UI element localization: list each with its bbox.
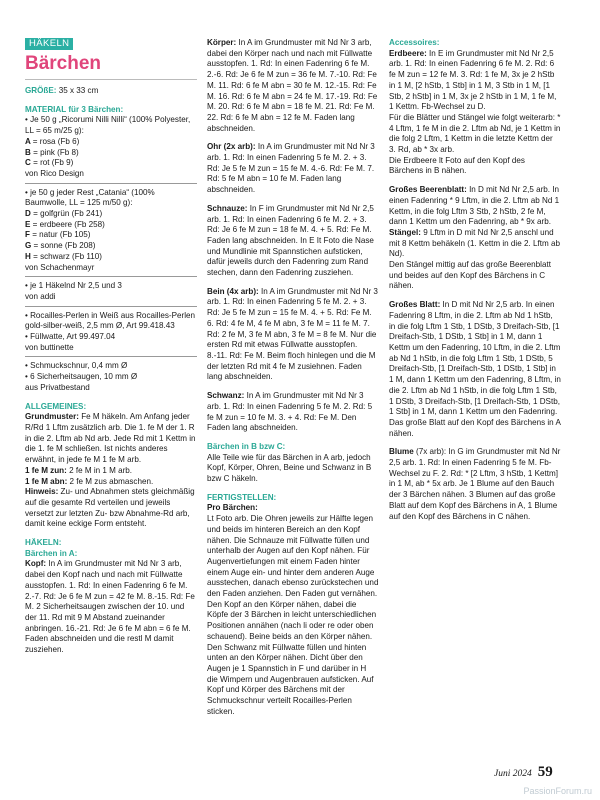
ear-instructions: In A im Grundmuster mit Nd Nr 3 arb. 1. Rd: In einen Fadenring 5 fe M. 2. + 3. Rd: Je 5 fe M zun = 15 fe M. 4.-6. Rd: Fe M. 7. Rd: 5 fe M abn = 10 fe M. Faden lang abschneiden.	[207, 142, 375, 195]
divider	[25, 356, 197, 357]
finish-subheading: Pro Bärchen:	[207, 503, 258, 513]
largeleaf-instructions: In D mit Nd Nr 2,5 arb. In einen Fadenring 8 Lftm, in die 2. Lftm ab Nd 1 hStb, in die folg Lftm 1 Stb, 1 DStb, 3 Dreifach-Stb, [1 Dreifach-Stb, 1 DStb, 1 Stb] in 1 M, dann 1 Kettm um den Fadenring, 10 Lftm, in die 2. Lftm ab Nd 1 hStb, in die folg Lftm 1 Stb, 1 DStb, 5 Dreifach-Stb, [1 Dreifach-Stb, 1 DStb, 1 Stb] in 1 M, dann 1 Kettm um den Fadenring, 8 Lftm, in die 2. Lftm ab Nd 1 hStb, in die folg Lftm 1 Stb, 1 DStb, 3 Dreifach-Stb, [1 Dreifach-Stb, 1 DStb, 1 Stb] in 1 M, dann 1 Kettm um den Fadenring. Das große Blatt auf den Kopf des Bärchens in A nähen.	[389, 300, 561, 438]
material-heading: MATERIAL für 3 Bärchen:	[25, 104, 124, 114]
material-e: = erdbeere (Fb 258)	[32, 219, 105, 229]
material-brand2: von Schachenmayr	[25, 262, 95, 272]
bc-heading: Bärchen in B bzw C:	[207, 441, 286, 451]
crochet-subheading: Bärchen in A:	[25, 548, 78, 558]
page-title: Bärchen	[25, 53, 197, 80]
leaves-instructions: Für die Blätter und Stängel wie folgt weiterarb: * 4 Lftm, 1 fe M in die 2. Lftm ab Nd, je 1 Kettm in die folg 2 Lftm, 1 Kettm in die letzte Kettm der 3. Rd, ab * 3x arb.	[389, 112, 561, 155]
watermark: PassionForum.ru	[523, 786, 592, 796]
crochet-heading: HÄKELN:	[25, 538, 62, 548]
strawberry-placement: Die Erdbeere lt Foto auf den Kopf des Bärchens in B nähen.	[389, 155, 525, 176]
material-h: = schwarz (Fb 110)	[33, 251, 102, 261]
size-label: GRÖßE:	[25, 86, 57, 95]
material-brand4: von buttinette	[25, 342, 74, 352]
bigleaf-instructions: In D mit Nd Nr 2,5 arb. In einen Fadenring * 9 Lftm, in die 2. Lftm ab Nd 1 Kettm, in die folg Lftm 3 Stb, 2 hStb, 2 fe M, dann 1 Kettm um den Fadenring, ab * 9x arb.	[389, 185, 560, 227]
material-f: = natur (Fb 105)	[32, 230, 91, 240]
general-pattern: Fe M häkeln. Am Anfang jeder R/Rd 1 Lftm zusätzlich arb. Die 1. fe M der 1. R in die 2. Lftm ab Nd arb. Jede Rd mit 1 Kettm in die 1. fe M schließen. Ist nichts anderes erwähnt, in jede fe M 1 fe M arb.	[25, 412, 196, 465]
flower-instructions: In G im Grundmuster mit Nd Nr 2,5 arb. 1. Rd: In einen Fadenring 5 fe M. Fb-Wechsel zu F. 2. Rd: * [2 Lftm, 3 hStb, 1 Kettm] in 1 M, ab * 5x arb. Je 1 Blume auf den Bauch der 3 Bärchen nähen. 3 Blumen auf das große Blatt auf dem Kopf des Bärchens in A, 1 Blume auf den Kopf des Bärchens in C nähen.	[389, 447, 561, 521]
stem-instructions: 9 Lftm in D mit Nd Nr 2,5 anschl und mit 8 Kettm behäkeln (1. Kettm in die 2. Lftm ab Nd).	[389, 227, 560, 259]
issue-date: Juni 2024	[494, 769, 532, 779]
material-fill: • Füllwatte, Art 99.497.04	[25, 332, 116, 342]
head-instructions: In A im Grundmuster mit Nd Nr 3 arb, dabei den Kopf nach und nach mit Füllwatte ausstopfen. 1. Rd: In einen Fadenring 6 fe M. 2.-7. Rd: Je 6 fe M zun = 42 fe M. 8.-15. Rd: Fe M. 2 Sicherheitsaugen zwischen der 10. und der 11. Rd mit 9 M Abstand zueinander anbringen. 16.-21. Rd: Je 6 fe M abn = 6 fe M. Faden abschneiden und die restl M damit zusziehen.	[25, 559, 195, 655]
material-eyes: • 6 Sicherheitsaugen, 10 mm Ø	[25, 372, 138, 382]
snout-instructions: In F im Grundmuster mit Nd Nr 2,5 arb. 1. Rd: In einen Fadenring 6 fe M. 2. + 3. Rd: Je 6 fe M zun = 18 fe M. 4. + 5. Rd: Fe M. Faden lang abschneiden. In E It Foto die Nase und Mundlinie mit Spannstichen aufsticken, dafür jeweils durch den Fadenring zum Rand stechen, dann den Fadenring zusziehen.	[207, 203, 374, 278]
material-brand5: aus Privatbestand	[25, 382, 90, 392]
material-yarn2: • je 50 g jeder Rest „Catania“ (100% Baumwolle, LL = 125 m/50 g):	[25, 187, 155, 208]
divider	[25, 183, 197, 184]
material-brand3: von addi	[25, 291, 56, 301]
material-brand1: von Rico Design	[25, 168, 84, 178]
general-inc: 2 fe M in 1 M arb.	[69, 465, 133, 475]
material-g: = sonne (Fb 208)	[33, 241, 96, 251]
bc-text: Alle Teile wie für das Bärchen in A arb, jedoch Kopf, Körper, Ohren, Beine und Schwanz in B bzw C häkeln.	[207, 452, 372, 484]
material-b: = pink (Fb 8)	[33, 147, 79, 157]
page-footer	[494, 764, 553, 780]
stem-sew: Den Stängel mittig auf das große Beerenblatt und beides auf den Kopf des Bärchens in C nähen.	[389, 260, 551, 291]
material-hook: • je 1 Häkelnd Nr 2,5 und 3	[25, 281, 122, 291]
finish-text: Lt Foto arb. Die Ohren jeweils zur Hälfte legen und beids im hinteren Bereich an den Kopf nähen. Die Schnauze mit Füllwatte füllen und unterhalb der Augen auf den Kopf nähen. Für Augenvertiefungen mit einem Faden hinter einem Auge ein- und hinter dem anderen Auge ausstechen, danach ebenso zurückstechen und den Faden anziehen. Den Faden gut vernähen. Den Kopf an den Körper nähen, dabei die Köpfe der 3 Bärchen in leicht unterschiedlichen Positionen annähen (nach li oder re oder oben schauend). Beine beids an den Körper nähen. Den Schwanz mit Füllwatte füllen und hinten unten an den Körper nähen. Dicht über den Augen je 1 Spannstich in F und darüber in H die Wimpern und Augenbrauen aufsticken. Auf Kopf und Körper des Bärchens mit der Schmuckschnur verteilt Rocailles-Perlen sticken.	[207, 514, 379, 716]
general-dec: 2 fe M zus abmaschen.	[69, 476, 154, 486]
general-heading: ALLGEMEINES:	[25, 401, 87, 411]
column-2: Körper: In A im Grundmuster mit Nd Nr 3 arb, dabei den Körper nach und nach mit Füllwatte ausstopfen. 1. Rd: In einen Fadenring 6 fe M. 2.-6. Rd: Je 6 fe M zun = 36 fe M. 7.-10. Rd: Fe M. 11. Rd: 6 fe M abn = 30 fe M. 12.-15. Rd: Fe M. 16. Rd: 6 fe M abn = 24 fe M. 17.-19. Rd: Fe M. 20. Rd: 6 fe M abn = 18 fe M. 21. Rd: Fe M. 22. Rd: 6 fe M abn = 12 fe M. Faden lang abschneiden. Ohr (2x arb): In A im Grundmuster mit Nd Nr 3 arb. 1. Rd: In einen Fadenring 5 fe M. 2. + 3. Rd: Je 5 fe M zun = 15 fe M. 4.-6. Rd: Fe M. 7. Rd: 5 fe M abn = 10 fe M. Faden lang abschneiden. Schnauze: In F im Grundmuster mit Nd Nr 2,5 arb. 1. Rd: In einen Fadenring 6 fe M. 2. + 3. Rd: Je 6 fe M zun = 18 fe M. 4. + 5. Rd: Fe M. Faden lang abschneiden. In E It Foto die Nase und Mundlinie mit Spannstichen aufsticken, dafür jeweils durch den Fadenring zum Rand stechen, dann den Fadenring zusziehen. Bein (4x arb): In A im Grundmuster mit Nd Nr 3 arb. 1. Rd: In einen Fadenring 5 fe M. 2. + 3. Rd: Je 5 fe M zun = 15 fe M. 4. + 5. Rd: Fe M. 6. Rd: 4 fe M, 4 fe M abn, 3 fe M = 11 fe M. 7. Rd: 2 fe M, 3 fe M abn, 3 fe M = 8 fe M. Nur die ersten Rd mit etwas Füllwatte ausstopfen. 8.-11. Rd: Fe M. Beim floch hinlegen und die M der letzten Rd mit 4 fe M zusiehnen. Faden lang abschneiden. Schwanz: In A im Grundmuster mit Nd Nr 3 arb. 1. Rd: In einen Fadenring 5 fe M. 2. Rd: 5 fe M zun = 10 fe M. 3. + 4. Rd: Fe M. Den Faden lang abschneiden. Bärchen in B bzw C: Alle Teile wie für das Bärchen in A arb, jedoch Kopf, Körper, Ohren, Beine und Schwanz in B bzw C häkeln. FERTIGSTELLEN: Pro Bärchen: Lt Foto arb. Die Ohren jeweils zur Hälfte legen und beids im hinteren Bereich an den Kopf nähen. Die Schnauze mit Füllwatte füllen und unterhalb der Augen auf den Kopf nähen. Für Augenvertiefungen mit einem Faden hinter einem Auge ein- und hinter dem anderen Auge ausstechen, danach ebenso zurückstechen und den Faden anziehen. Den Faden gut vernähen. Den Kopf an den Körper nähen, dabei die Köpfe der 3 Bärchen in leicht unterschiedlichen Positionen annähen (nach li oder re oder oben schauend). Beine beids an den Körper nähen. Den Schwanz mit Füllwatte füllen und hinten unten an den Körper nähen. Dicht über den Augen je 1 Spannstich in F und darüber in H die Wimpern und Augenbrauen aufsticken. Auf Kopf und Körper des Bärchens mit der Schmuckschnur verteilt Rocailles-Perlen sticken.	[207, 38, 379, 716]
material-a: = rosa (Fb 6)	[32, 136, 80, 146]
body-instructions: In A im Grundmuster mit Nd Nr 3 arb, dabei den Körper nach und nach mit Füllwatte ausstopfen. 1. Rd: In einen Fadenring 6 fe M. 2.-6. Rd: Je 6 fe M zun = 36 fe M. 7.-10. Rd: Fe M. 11. Rd: 6 fe M abn = 30 fe M. 12.-15. Rd: Fe M. 16. Rd: 6 fe M abn = 24 fe M. 17.-19. Rd: Fe M. 20. Rd: 6 fe M abn = 18 fe M. 21. Rd: Fe M. 22. Rd: 6 fe M abn = 12 fe M. Faden lang abschneiden.	[207, 38, 378, 133]
material-beads: • Rocailles-Perlen in Weiß aus Rocailles-Perlen gold-silber-weiß, 2,5 mm Ø, Art 99.418.43	[25, 310, 196, 331]
tail-instructions: In A im Grundmuster mit Nd Nr 3 arb. 1. Rd: In einen Fadenring 5 fe M. 2. Rd: 5 fe M zun = 10 fe M. 3. + 4. Rd: Fe M. Den Faden lang abschneiden.	[207, 391, 373, 433]
leg-instructions: In A im Grundmuster mit Nd Nr 3 arb. 1. Rd: In einen Fadenring 5 fe M. 2. + 3. Rd: Je 5 fe M zun = 15 fe M. 4. + 5. Rd: Fe M. 6. Rd: 4 fe M, 4 fe M abn, 3 fe M = 11 fe M. 7. Rd: 2 fe M, 3 fe M abn, 3 fe M = 8 fe M. Nur die ersten Rd mit etwas Füllwatte ausstopfen. 8.-11. Rd: Fe M. Beim floch hinlegen und die M der letzten Rd mit 4 fe M zusiehnen. Faden lang abschneiden.	[207, 286, 378, 382]
general-note: Zu- und Abnahmen stets gleichmäßig auf die gesamte Rd verteilen und jeweils versetzt zur letzten Zu- bzw Abnahme-Rd arb, damit keine eckige Form entsteht.	[25, 487, 195, 529]
divider	[25, 276, 197, 277]
size-value: 35 x 33 cm	[56, 86, 99, 95]
divider	[25, 306, 197, 307]
material-yarn1: • Je 50 g „Ricorumi Nilli Nilli“ (100% Polyester, LL = 65 m/25 g):	[25, 115, 191, 136]
finish-heading: FERTIGSTELLEN:	[207, 492, 277, 502]
column-3: Accessoires: Erdbeere: In E im Grundmuster mit Nd Nr 2,5 arb. 1. Rd: In einen Fadenring 6 fe M. 2. Rd: 6 fe M zun = 12 fe M. 3. Rd: 1 fe M, 3x je 2 hStb in 1 M, [2 hStb, 1 Stb] in 1 M, 3 Stb in 1 M, [1 Stb, 2 hStb] in 1 M, 3x je 2 hStb in 1 M, 1 fe M, 1 Kettm. Fb-Wechsel zu D. Für die Blätter und Stängel wie folgt weiterarb: * 4 Lftm, 1 fe M in die 2. Lftm ab Nd, je 1 Kettm in die folg 2 Lftm, 1 Kettm in die letzte Kettm der 3. Rd, ab * 3x arb. Die Erdbeere lt Foto auf den Kopf des Bärchens in B nähen. Großes Beerenblatt: In D mit Nd Nr 2,5 arb. In einen Fadenring * 9 Lftm, in die 2. Lftm ab Nd 1 Kettm, in die folg Lftm 3 Stb, 2 hStb, 2 fe M, dann 1 Kettm um den Fadenring, ab * 9x arb. Stängel: 9 Lftm in D mit Nd Nr 2,5 anschl und mit 8 Kettm behäkeln (1. Kettm in die 2. Lftm ab Nd). Den Stängel mittig auf das große Beerenblatt und beides auf den Kopf des Bärchens in C nähen. Großes Blatt: In D mit Nd Nr 2,5 arb. In einen Fadenring 8 Lftm, in die 2. Lftm ab Nd 1 hStb, in die folg Lftm 1 Stb, 1 DStb, 3 Dreifach-Stb, [1 Dreifach-Stb, 1 DStb, 1 Stb] in 1 M, dann 1 Kettm um den Fadenring, 10 Lftm, in die 2. Lftm ab Nd 1 hStb, in die folg Lftm 1 Stb, 1 DStb, 5 Dreifach-Stb, [1 Dreifach-Stb, 1 DStb, 1 Stb] in 1 M, dann 1 Kettm um den Fadenring, 8 Lftm, in die 2. Lftm ab Nd 1 hStb, in die folg Lftm 1 Stb, 1 DStb, 3 Dreifach-Stb, [1 Dreifach-Stb, 1 DStb, 1 Stb] in 1 M, dann 1 Kettm um den Fadenring. Das große Blatt auf den Kopf des Bärchens in A nähen. Blume (7x arb): In G im Grundmuster mit Nd Nr 2,5 arb. 1. Rd: In einen Fadenring 5 fe M. Fb-Wechsel zu F. 2. Rd: * [2 Lftm, 3 hStb, 1 Kettm] in 1 M, ab * 5x arb. Je 1 Blume auf den Bauch der 3 Bärchen nähen. 3 Blumen auf das große Blatt auf dem Kopf des Bärchens in A, 1 Blume auf den Kopf des Bärchens in C nähen.	[389, 38, 561, 521]
material-c: = rot (Fb 9)	[33, 158, 74, 168]
material-chain: • Schmuckschnur, 0,4 mm Ø	[25, 361, 128, 371]
column-1: HÄKELN Bärchen GRÖßE: 35 x 33 cm MATERIAL für 3 Bärchen: • Je 50 g „Ricorumi Nilli Nilli“ (100% Polyester, LL = 65 m/25 g): A = rosa (Fb 6) B = pink (Fb 8) C = rot (Fb 9) von Rico Design • je 50 g jeder Rest „Catania“ (100% Baumwolle, LL = 125 m/50 g): D = golfgrün (Fb 241) E = erdbeere (Fb 258) F = natur (Fb 105) G = sonne (Fb 208) H = schwarz (Fb 110) von Schachenmayr • je 1 Häkelnd Nr 2,5 und 3 von addi • Rocailles-Perlen in Weiß aus Rocailles-Perlen gold-silber-weiß, 2,5 mm Ø, Art 99.418.43 • Füllwatte, Art 99.497.04 von buttinette • Schmuckschnur, 0,4 mm Ø • 6 Sicherheitsaugen, 10 mm Ø aus Privatbestand ALLGEMEINES: Grundmuster: Fe M häkeln. Am Anfang jeder R/Rd 1 Lftm zusätzlich arb. Die 1. fe M der 1. R in die 2. Lftm ab Nd arb. Jede Rd mit 1 Kettm in die 1. fe M schließen. Ist nichts anderes erwähnt, in jede fe M 1 fe M arb. 1 fe M zun: 2 fe M in 1 M arb. 1 fe M abn: 2 fe M zus abmaschen. Hinweis: Zu- und Abnahmen stets gleichmäßig auf die gesamte Rd verteilen und jeweils versetzt zur letzten Zu- bzw Abnahme-Rd arb, damit keine eckige Form entsteht. HÄKELN: Bärchen in A: Kopf: In A im Grundmuster mit Nd Nr 3 arb, dabei den Kopf nach und nach mit Füllwatte ausstopfen. 1. Rd: In einen Fadenring 6 fe M. 2.-7. Rd: Je 6 fe M zun = 42 fe M. 8.-15. Rd: Fe M. 2 Sicherheitsaugen zwischen der 10. und der 11. Rd mit 9 M Abstand zueinander anbringen. 16.-21. Rd: Je 6 fe M abn = 6 fe M. Faden abschneiden und die restl M damit zusziehen.	[25, 38, 196, 655]
strawberry-instructions: In E im Grundmuster mit Nd Nr 2,5 arb. 1. Rd: In einen Fadenring 6 fe M. 2. Rd: 6 fe M zun = 12 fe M. 3. Rd: 1 fe M, 3x je 2 hStb in 1 M, [2 hStb, 1 Stb] in 1 M, 3 Stb in 1 M, [1 Stb, 2 hStb] in 1 M, 3x je 2 hStb in 1 M, 1 fe M, 1 Kettm. Fb-Wechsel zu D.	[389, 48, 557, 112]
category-tag: HÄKELN	[25, 38, 73, 50]
accessories-heading: Accessoires:	[389, 38, 440, 47]
material-d: = golfgrün (Fb 241)	[33, 209, 103, 219]
page-number: 59	[537, 764, 553, 780]
